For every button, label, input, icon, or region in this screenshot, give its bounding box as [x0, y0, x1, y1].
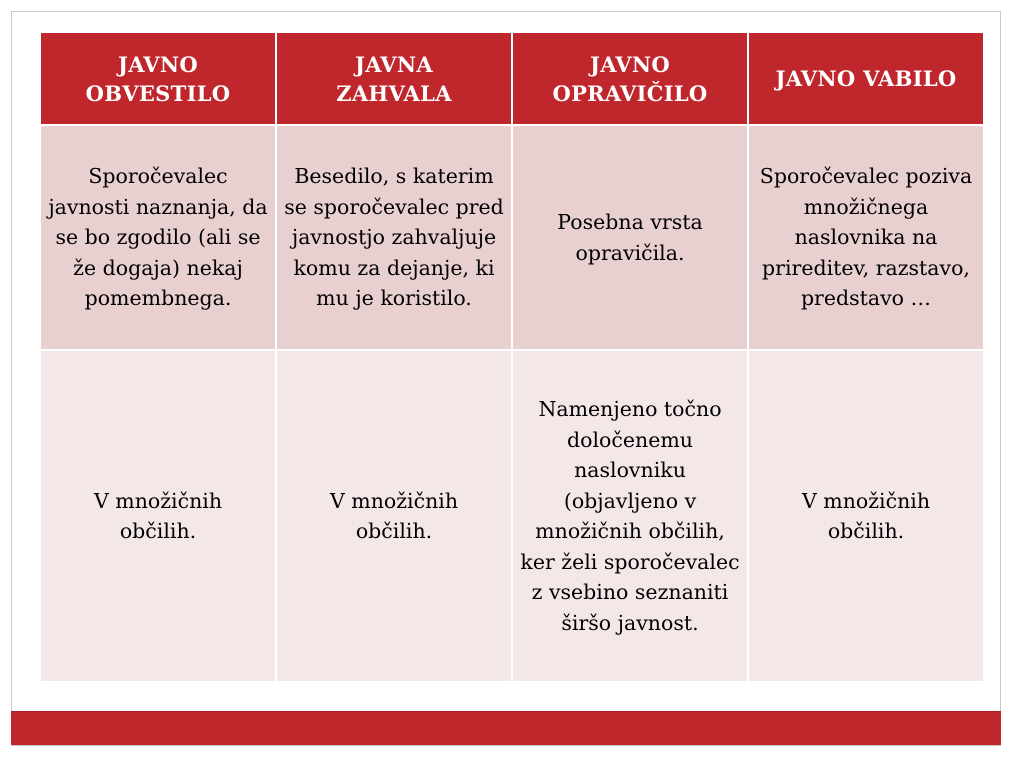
cell-medium-zahvala: V množičnih občilih. [276, 350, 512, 682]
cell-definition-zahvala: Besedilo, s katerim se sporočevalec pred javnostjo zahvaljuje komu za dejanje, ki mu je koristilo. [276, 125, 512, 350]
cell-definition-vabilo: Sporočevalec poziva množičnega naslovnika na prireditev, razstavo, predstavo … [748, 125, 984, 350]
table-row-medium [40, 350, 984, 682]
cell-definition-opravicilo: Posebna vrsta opravičila. [512, 125, 748, 350]
table-row-definition [40, 125, 984, 350]
comparison-table [39, 31, 985, 683]
header-row [40, 32, 984, 125]
cell-medium-opravicilo: Namenjeno točno določenemu naslovniku (objavljeno v množičnih občilih, ker želi sporočevalec z vsebino seznaniti širšo javnost. [512, 350, 748, 682]
cell-medium-vabilo: V množičnih občilih. [748, 350, 984, 682]
header-javno-obvestilo: JAVNO OBVESTILO [40, 32, 276, 125]
cell-definition-obvestilo: Sporočevalec javnosti naznanja, da se bo zgodilo (ali se že dogaja) nekaj pomembnega. [40, 125, 276, 350]
header-javna-zahvala: JAVNA ZAHVALA [276, 32, 512, 125]
header-javno-opravicilo: JAVNO OPRAVIČILO [512, 32, 748, 125]
footer-bar [11, 711, 1001, 745]
cell-medium-obvestilo: V množičnih občilih. [40, 350, 276, 682]
header-javno-vabilo: JAVNO VABILO [748, 32, 984, 125]
